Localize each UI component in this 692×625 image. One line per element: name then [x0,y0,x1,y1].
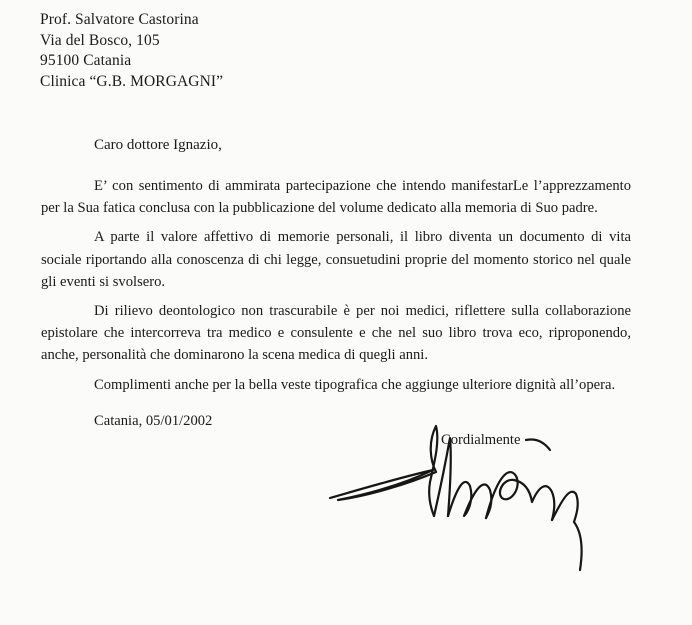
sender-city: 95100 Catania [40,52,132,69]
signature-image [318,420,618,600]
salutation: Caro dottore Ignazio, [94,137,222,153]
sender-street: Via del Bosco, 105 [40,31,160,49]
paragraph-3: Di rilievo deontologico non trascurabile è per noi medici, riflettere sulla collaborazione epistolare che intercorreva tra medico e consulente e che nel suo libro trova eco, riproponendo, anche, personalità che dominarono la scena medica di quegli anni. [41,303,631,364]
paragraph-2: A parte il valore affettivo di memorie personali, il libro diventa un documento di vita sociale riportando alla conoscenza di chi legge, consuetudini proprie del momento storico nel quale gli eventi si svolsero. [41,229,631,290]
letter-body [41,175,631,403]
sender-name: Prof. Salvatore Castorina [40,11,199,28]
paragraph-1: E’ con sentimento di ammirata partecipazione che intendo manifestarLe l’apprezzamento per la Sua fatica conclusa con la pubblicazione del volume dedicato alla memoria di Suo padre. [41,178,631,217]
paragraph-4: Complimenti anche per la bella veste tipografica che aggiunge ulteriore dignità all’opera. [94,376,616,393]
sender-institution: Clinica “G.B. MORGAGNI” [40,72,224,90]
closing-text: Cordialmente [441,432,521,448]
letter-date: Catania, 05/01/2002 [94,413,213,429]
sender-address [40,10,223,92]
